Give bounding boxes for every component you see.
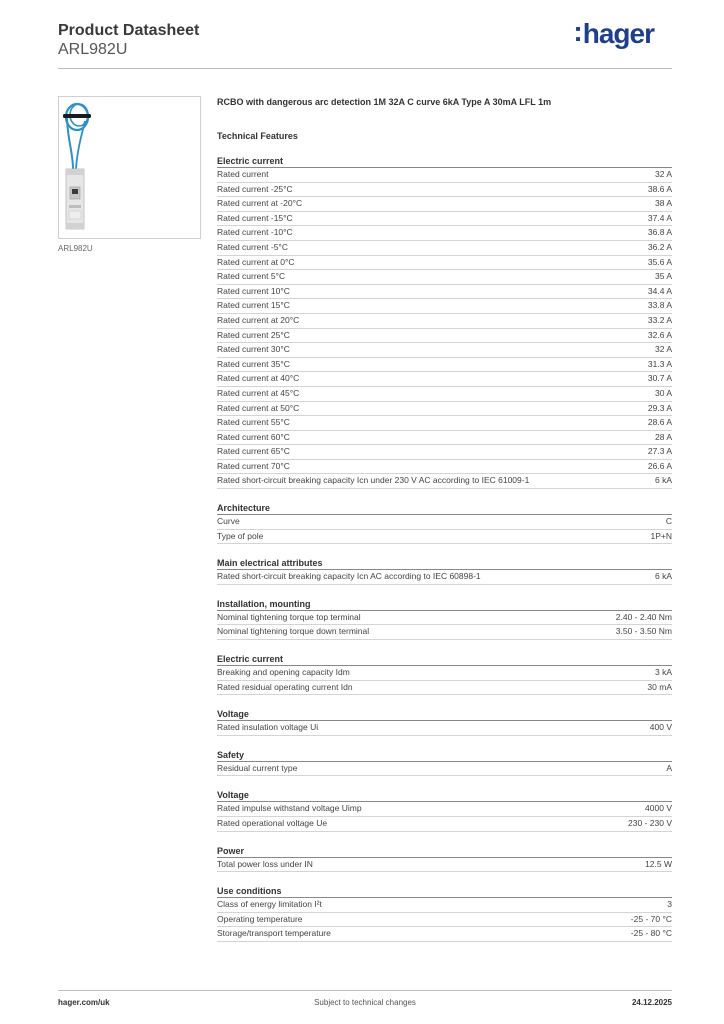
- spec-row: [217, 625, 672, 640]
- spec-row: [217, 314, 672, 329]
- spec-section: [217, 884, 672, 942]
- spec-label: Curve: [217, 516, 240, 527]
- spec-section: [217, 788, 672, 831]
- spec-section: [217, 652, 672, 695]
- spec-row: [217, 299, 672, 314]
- spec-label: Rated current 25°C: [217, 329, 290, 340]
- section-title: Architecture: [217, 501, 672, 515]
- section-title: Main electrical attributes: [217, 556, 672, 570]
- spec-value: 32 A: [654, 169, 672, 179]
- spec-row: [217, 898, 672, 913]
- section-title: Installation, mounting: [217, 597, 672, 611]
- spec-value: 400 V: [649, 722, 672, 733]
- spec-value: A: [666, 762, 672, 773]
- spec-value: 34.4 A: [647, 285, 672, 296]
- spec-label: Rated current at 20°C: [217, 314, 300, 325]
- footer-website: hager.com/uk: [58, 998, 110, 1007]
- spec-value: 38 A: [654, 198, 672, 209]
- spec-value: 37.4 A: [647, 212, 672, 223]
- spec-value: 6 kA: [654, 475, 672, 486]
- spec-label: Rated current at 50°C: [217, 402, 300, 413]
- spec-value: 27.3 A: [647, 446, 672, 457]
- spec-label: Rated current 65°C: [217, 446, 290, 457]
- spec-row: [217, 402, 672, 417]
- spec-section: [217, 501, 672, 544]
- header-divider: [58, 68, 672, 69]
- spec-value: 6 kA: [654, 571, 672, 582]
- spec-label: Nominal tightening torque top terminal: [217, 611, 361, 622]
- section-title: Electric current: [217, 154, 672, 168]
- spec-section: [217, 154, 672, 489]
- spec-row: [217, 445, 672, 460]
- spec-label: Storage/transport temperature: [217, 928, 331, 939]
- spec-value: 12.5 W: [645, 858, 672, 869]
- section-title: Safety: [217, 748, 672, 762]
- logo-colon: :: [573, 16, 582, 47]
- spec-section: [217, 707, 672, 736]
- spec-row: [217, 183, 672, 198]
- spec-value: 30.7 A: [647, 373, 672, 384]
- spec-row: [217, 762, 672, 777]
- spec-section: [217, 556, 672, 585]
- spec-row: [217, 721, 672, 736]
- spec-row: [217, 515, 672, 530]
- spec-section: [217, 748, 672, 777]
- footer-date: 24.12.2025: [631, 998, 672, 1007]
- spec-row: [217, 416, 672, 431]
- spec-row: [217, 530, 672, 545]
- spec-value: 28 A: [654, 431, 672, 442]
- spec-label: Rated current at 45°C: [217, 387, 300, 398]
- section-title: Electric current: [217, 652, 672, 666]
- spec-row: [217, 241, 672, 256]
- spec-label: Rated current -5°C: [217, 241, 288, 252]
- spec-label: Breaking and opening capacity Idm: [217, 667, 350, 678]
- section-title: Voltage: [217, 707, 672, 721]
- section-title: Voltage: [217, 788, 672, 802]
- footer-divider: [58, 990, 672, 991]
- spec-row: [217, 460, 672, 475]
- spec-label: Operating temperature: [217, 913, 303, 924]
- spec-value: 230 - 230 V: [628, 818, 672, 828]
- spec-value: 32.6 A: [647, 329, 672, 340]
- spec-label: Rated current 55°C: [217, 417, 290, 428]
- footer-notice: Subject to technical changes: [314, 998, 416, 1007]
- spec-label: Rated insulation voltage Ui: [217, 722, 319, 733]
- spec-row: [217, 681, 672, 696]
- spec-label: Rated current 5°C: [217, 271, 286, 282]
- logo-text: hager: [582, 18, 654, 49]
- spec-label: Rated current 70°C: [217, 460, 290, 471]
- technical-features-heading: Technical Features: [217, 131, 298, 141]
- spec-label: Rated current 35°C: [217, 358, 290, 369]
- spec-label: Rated current -25°C: [217, 183, 293, 194]
- spec-row: [217, 431, 672, 446]
- spec-value: 36.8 A: [647, 227, 672, 238]
- spec-section: [217, 597, 672, 640]
- spec-label: Rated impulse withstand voltage Uimp: [217, 803, 362, 814]
- spec-label: Rated operational voltage Ue: [217, 818, 328, 828]
- spec-row: [217, 197, 672, 212]
- spec-row: [217, 343, 672, 358]
- product-description: RCBO with dangerous arc detection 1M 32A C curve 6kA Type A 30mA LFL 1m: [217, 97, 552, 107]
- spec-row: [217, 817, 672, 832]
- section-title: Power: [217, 844, 672, 858]
- spec-label: Rated current 15°C: [217, 300, 290, 311]
- spec-label: Rated current 60°C: [217, 431, 290, 442]
- spec-value: 28.6 A: [647, 417, 672, 428]
- spec-value: 32 A: [654, 344, 672, 355]
- spec-row: [217, 329, 672, 344]
- spec-label: Type of pole: [217, 530, 264, 541]
- spec-label: Rated current at 40°C: [217, 373, 300, 384]
- spec-label: Rated short-circuit breaking capacity Icn AC according to IEC 60898-1: [217, 571, 481, 582]
- spec-value: 26.6 A: [647, 460, 672, 471]
- spec-row: [217, 570, 672, 585]
- product-reference: ARL982U: [58, 41, 128, 58]
- datasheet-content: [217, 96, 672, 942]
- spec-value: 38.6 A: [647, 183, 672, 194]
- spec-label: Total power loss under IN: [217, 858, 313, 869]
- spec-label: Rated current 10°C: [217, 285, 290, 296]
- spec-value: 4000 V: [645, 803, 672, 814]
- spec-label: Rated current: [217, 169, 269, 179]
- spec-value: 30 mA: [647, 681, 672, 692]
- spec-value: 35.6 A: [647, 256, 672, 267]
- page-header: [58, 16, 672, 70]
- spec-value: 3: [667, 899, 672, 910]
- spec-value: 30 A: [654, 387, 672, 398]
- spec-row: [217, 387, 672, 402]
- spec-row: [217, 611, 672, 626]
- spec-row: [217, 474, 672, 489]
- spec-value: 2.40 - 2.40 Nm: [615, 611, 672, 622]
- spec-row: [217, 666, 672, 681]
- spec-row: [217, 802, 672, 817]
- spec-row: [217, 212, 672, 227]
- spec-row: [217, 270, 672, 285]
- spec-value: 35 A: [654, 271, 672, 282]
- spec-value: 36.2 A: [647, 241, 672, 252]
- spec-row: [217, 372, 672, 387]
- spec-label: Class of energy limitation I²t: [217, 899, 322, 910]
- spec-label: Rated current at 0°C: [217, 256, 295, 267]
- hager-logo: [573, 18, 654, 50]
- spec-row: [217, 168, 672, 183]
- section-title: Use conditions: [217, 884, 672, 898]
- spec-value: 29.3 A: [647, 402, 672, 413]
- spec-value: 3 kA: [654, 667, 672, 678]
- spec-label: Rated current -15°C: [217, 212, 293, 223]
- spec-value: 33.2 A: [647, 314, 672, 325]
- spec-label: Residual current type: [217, 762, 298, 773]
- product-illustration: [59, 97, 202, 240]
- spec-row: [217, 285, 672, 300]
- spec-value: C: [665, 516, 672, 527]
- spec-value: 33.8 A: [647, 300, 672, 311]
- spec-section: [217, 844, 672, 873]
- spec-row: [217, 927, 672, 942]
- spec-value: 1P+N: [650, 530, 672, 541]
- spec-label: Nominal tightening torque down terminal: [217, 626, 370, 637]
- spec-row: [217, 226, 672, 241]
- spec-label: Rated current at -20°C: [217, 198, 303, 209]
- spec-value: 31.3 A: [647, 358, 672, 369]
- spec-label: Rated short-circuit breaking capacity Icn under 230 V AC according to IEC 61009-1: [217, 475, 530, 486]
- spec-value: -25 - 80 °C: [630, 928, 672, 939]
- spec-row: [217, 913, 672, 928]
- spec-label: Rated residual operating current Idn: [217, 681, 353, 692]
- page-title: Product Datasheet: [58, 22, 200, 39]
- product-image: [58, 96, 201, 239]
- spec-label: Rated current -10°C: [217, 227, 293, 238]
- spec-row: [217, 358, 672, 373]
- spec-value: 3.50 - 3.50 Nm: [615, 626, 672, 637]
- spec-label: Rated current 30°C: [217, 344, 290, 355]
- spec-row: [217, 858, 672, 873]
- product-image-caption: ARL982U: [58, 244, 93, 253]
- spec-row: [217, 256, 672, 271]
- spec-value: -25 - 70 °C: [630, 913, 672, 924]
- spec-sections: [217, 154, 672, 942]
